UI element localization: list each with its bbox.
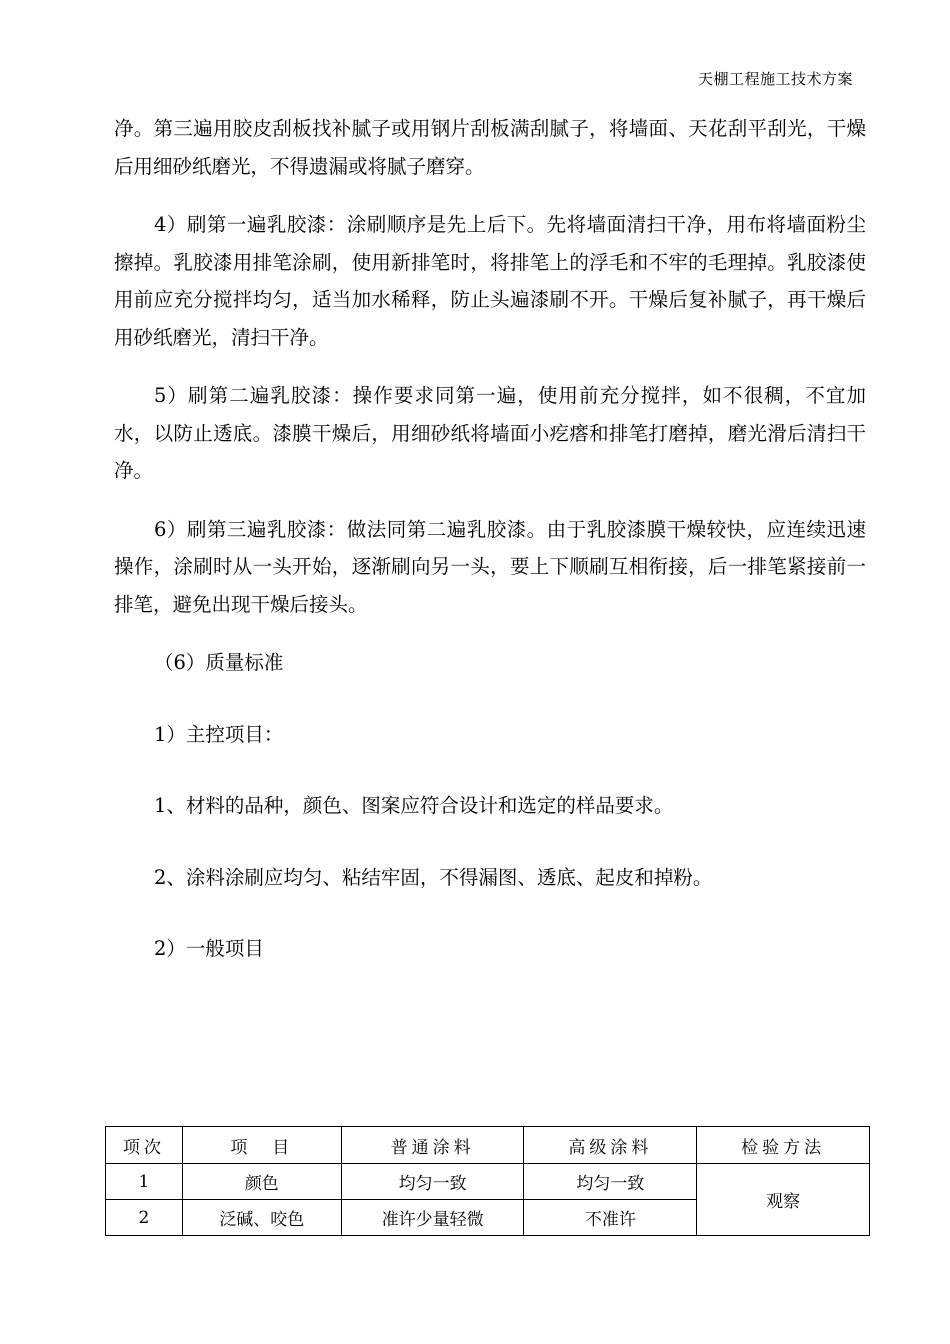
table-row	[106, 1164, 870, 1200]
section-main-items: 1）主控项目：	[154, 722, 284, 746]
header-no: 项次	[106, 1127, 183, 1164]
paragraph-putty-continued: 净。第三遍用胶皮刮板找补腻子或用钢片刮板满刮腻子，将墙面、天花刮平刮光，干燥后用细砂纸磨光，不得遗漏或将腻子磨穿。	[114, 117, 866, 178]
cell-item: 泛碱、咬色	[182, 1200, 341, 1236]
cell-advanced: 均匀一致	[524, 1164, 697, 1200]
item-material: 1、材料的品种，颜色、图案应符合设计和选定的样品要求。	[154, 794, 674, 817]
cell-method: 观察	[697, 1164, 870, 1236]
cell-normal: 准许少量轻微	[341, 1200, 524, 1236]
header-normal: 普通涂料	[341, 1127, 524, 1164]
table-header-row	[106, 1127, 870, 1164]
paragraph-third-coat: 6）刷第三遍乳胶漆：做法同第二遍乳胶漆。由于乳胶漆膜干燥较快，应连续迅速操作，涂刷时从一头开始，逐渐刷向另一头，要上下顺刷互相衔接，后一排笔紧接前一排笔，避免出现干燥后接头。	[114, 517, 866, 616]
cell-normal: 均匀一致	[341, 1164, 524, 1200]
quality-table-wrapper	[105, 1126, 870, 1236]
cell-no: 1	[106, 1164, 183, 1200]
item-coating: 2、涂料涂刷应均匀、粘结牢固，不得漏图、透底、起皮和掉粉。	[154, 865, 713, 889]
quality-table	[105, 1126, 870, 1236]
paragraph-first-coat: 4）刷第一遍乳胶漆：涂刷顺序是先上后下。先将墙面清扫干净，用布将墙面粉尘擦掉。乳胶漆用排笔涂刷，使用新排笔时，将排笔上的浮毛和不牢的毛理掉。乳胶漆使用前应充分搅拌均匀，适当加水稀释，防止头遍漆刷不开。干燥后复补腻子，再干燥后用砂纸磨光，清扫干净。	[114, 213, 866, 349]
page-header: 天棚工程施工技术方案	[697, 70, 853, 88]
header-advanced: 高级涂料	[524, 1127, 697, 1164]
cell-advanced: 不准许	[524, 1200, 697, 1236]
paragraph-second-coat: 5）刷第二遍乳胶漆：操作要求同第一遍，使用前充分搅拌，如不很稠，不宜加水，以防止透底。漆膜干燥后，用细砂纸将墙面小疙瘩和排笔打磨掉，磨光滑后清扫干净。	[114, 384, 866, 482]
section-quality-standard: （6）质量标准	[154, 651, 284, 674]
section-general-items: 2）一般项目	[154, 937, 264, 960]
header-item: 项 目	[182, 1127, 341, 1164]
cell-item: 颜色	[182, 1164, 341, 1200]
header-method: 检验方法	[697, 1127, 870, 1164]
cell-no: 2	[106, 1200, 183, 1236]
document-body	[114, 110, 866, 1002]
